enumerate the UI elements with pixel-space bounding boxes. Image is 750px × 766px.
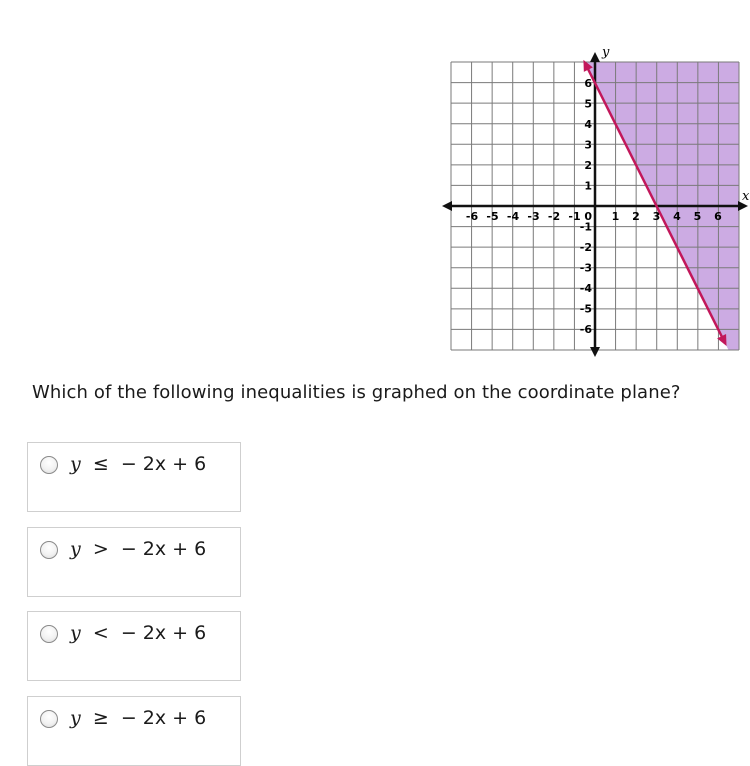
radio-button[interactable]: [40, 625, 58, 643]
radio-button[interactable]: [40, 541, 58, 559]
x-tick-label: -6: [465, 210, 479, 223]
y-axis-label: y: [602, 45, 610, 60]
coordinate-graph: [440, 44, 750, 360]
y-axis-arrow-up: [590, 52, 600, 62]
y-tick-label: 1: [584, 179, 592, 193]
x-axis-label: x: [742, 189, 750, 204]
y-tick-label: -5: [579, 302, 592, 316]
choice-expression: y ≥ − 2x + 6: [70, 707, 207, 729]
x-tick-label: -4: [506, 210, 520, 223]
origin-label: 0: [584, 210, 592, 223]
radio-button[interactable]: [40, 456, 58, 474]
x-tick-label: 1: [611, 210, 620, 223]
x-tick-label: -2: [547, 210, 561, 223]
y-tick-label: 6: [584, 77, 592, 90]
x-tick-label: 2: [632, 210, 640, 223]
y-axis-arrow-down: [590, 347, 600, 357]
x-axis-arrow-left: [442, 201, 452, 211]
radio-button[interactable]: [40, 710, 58, 728]
choice-expression: y < − 2x + 6: [70, 622, 207, 644]
y-tick-label: -3: [579, 261, 592, 275]
x-tick-label: -5: [486, 210, 499, 223]
y-tick-label: 2: [584, 159, 592, 172]
y-tick-label: -2: [579, 241, 592, 254]
x-tick-label: 5: [693, 210, 702, 223]
x-tick-label: 3: [652, 210, 661, 223]
x-tick-label: -3: [527, 210, 540, 223]
y-tick-label: -4: [579, 282, 592, 295]
y-tick-label: 3: [584, 138, 592, 152]
y-tick-label: -1: [579, 220, 592, 234]
choice-3[interactable]: [27, 611, 241, 681]
choice-2[interactable]: [27, 527, 241, 597]
question-text: Which of the following inequalities is graphed on the coordinate plane?: [32, 382, 681, 403]
x-tick-label: 6: [714, 210, 722, 223]
x-tick-label: -1: [568, 210, 581, 223]
choice-expression: y > − 2x + 6: [70, 538, 207, 560]
y-tick-label: -6: [579, 323, 592, 336]
y-tick-label: 4: [584, 118, 592, 131]
choice-expression: y ≤ − 2x + 6: [70, 453, 207, 475]
x-tick-label: 4: [673, 210, 681, 223]
y-tick-label: 5: [584, 97, 592, 111]
choice-1[interactable]: [27, 442, 241, 512]
choice-4[interactable]: [27, 696, 241, 766]
